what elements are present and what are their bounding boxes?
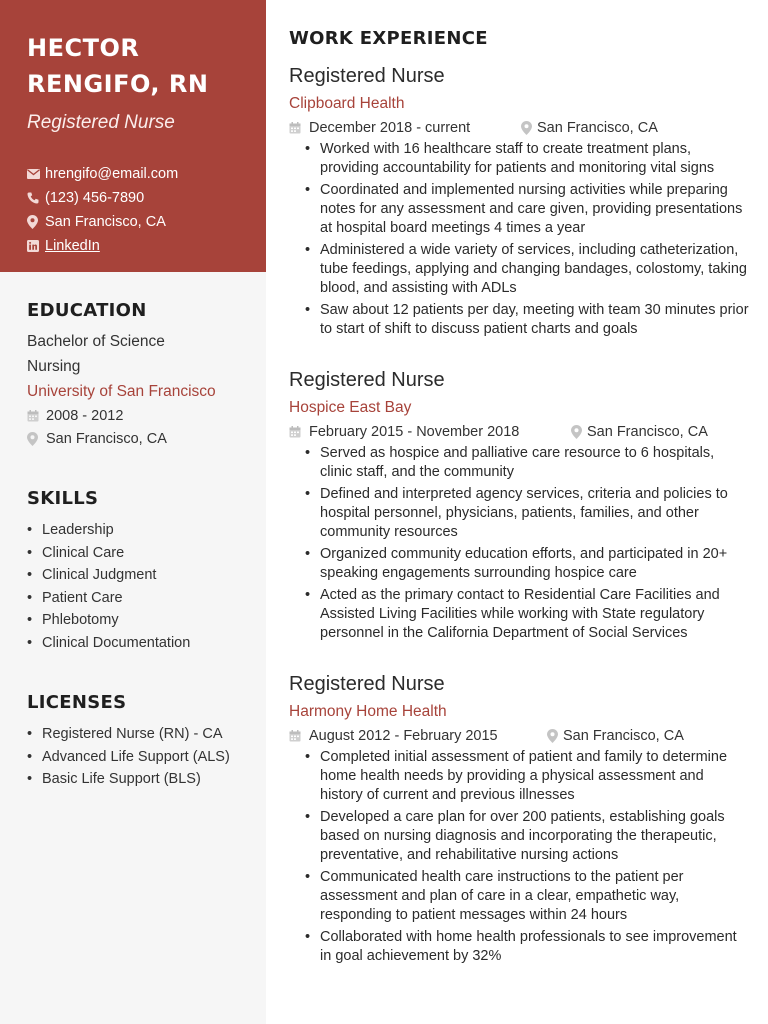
- bullet-item: • Served as hospice and palliative care resource to 6 hospitals, clinic staff, and the community: [320, 444, 749, 482]
- job-location: [571, 424, 708, 440]
- envelope-icon: [27, 169, 45, 179]
- location-text: San Francisco, CA: [45, 214, 166, 230]
- phone-icon: [27, 192, 45, 204]
- calendar-icon: [289, 730, 309, 742]
- job-company: Clipboard Health: [289, 95, 405, 112]
- calendar-icon: [289, 426, 309, 438]
- map-pin-icon: [27, 432, 46, 446]
- education-section: [0, 300, 266, 450]
- job-title: Registered Nurse: [289, 673, 445, 695]
- name-line-2: RENGIFO, RN: [27, 70, 209, 98]
- job-meta: [289, 421, 749, 443]
- linkedin-link[interactable]: LinkedIn: [45, 238, 100, 254]
- job-meta: [289, 725, 749, 747]
- bullet-item: • Developed a care plan for over 200 patients, establishing goals based on nursing diagnosis and incorporating the therapeutic, preventative, and rehabilitative nursing actions: [320, 808, 749, 865]
- map-pin-icon: [571, 425, 587, 439]
- skill-item: • Patient Care: [42, 587, 246, 610]
- job-dates: December 2018 - current: [309, 120, 471, 136]
- contact-location: [27, 210, 246, 234]
- education-location-text: San Francisco, CA: [46, 430, 167, 447]
- calendar-icon: [27, 410, 46, 422]
- education-dates-text: 2008 - 2012: [46, 407, 124, 424]
- skill-item: • Clinical Documentation: [42, 632, 246, 655]
- name-line-1: HECTOR: [27, 34, 140, 62]
- education-location: [27, 427, 246, 450]
- bullet-item: • Coordinated and implemented nursing activities while preparing notes for any assessment and care given, providing presentations at hospital board meetings 4 times a year: [320, 181, 749, 238]
- bullet-item: • Organized community education efforts, and participated in 20+ speaking engagements surrounding hospice care: [320, 545, 749, 583]
- map-pin-icon: [521, 121, 537, 135]
- job-title: Registered Nurse: [289, 65, 445, 87]
- skills-heading: SKILLS: [27, 488, 99, 509]
- job-location-text: San Francisco, CA: [563, 728, 684, 744]
- contact-phone: [27, 186, 246, 210]
- contact-linkedin: [27, 234, 246, 258]
- skills-list: [27, 519, 246, 654]
- work-experience-section: [289, 28, 749, 969]
- linkedin-icon: [27, 240, 45, 252]
- job-title: Registered Nurse: [289, 369, 445, 391]
- bullet-item: • Worked with 16 healthcare staff to create treatment plans, providing accountability for patients and monitoring vital signs: [320, 140, 749, 178]
- skills-section: [0, 488, 266, 654]
- school-name: University of San Francisco: [27, 383, 216, 400]
- header-block: [0, 0, 266, 272]
- license-item: • Registered Nurse (RN) - CA: [42, 723, 246, 746]
- map-pin-icon: [27, 215, 45, 229]
- job-entry: [289, 367, 749, 643]
- license-item: • Advanced Life Support (ALS): [42, 746, 246, 769]
- degree-line-2: Nursing: [27, 358, 81, 375]
- job-dates: February 2015 - November 2018: [309, 424, 520, 440]
- education-dates: [27, 404, 246, 427]
- job-bullets: [289, 140, 749, 339]
- bullet-item: • Communicated health care instructions to the patient per assessment and plan of care in a clear, empathetic way, responding to patient messages within 24 hours: [320, 868, 749, 925]
- job-entry: [289, 63, 749, 339]
- license-item: • Basic Life Support (BLS): [42, 768, 246, 791]
- skill-item: • Phlebotomy: [42, 609, 246, 632]
- job-entry: [289, 671, 749, 966]
- bullet-item: • Acted as the primary contact to Residential Care Facilities and Assisted Living Facilities while working with State regulatory personnel in the California Department of Social Services: [320, 586, 749, 643]
- bullet-item: • Collaborated with home health professionals to see improvement in goal achievement by 32%: [320, 928, 749, 966]
- map-pin-icon: [547, 729, 563, 743]
- licenses-list: [27, 723, 246, 791]
- calendar-icon: [289, 122, 309, 134]
- contact-email: [27, 162, 246, 186]
- bullet-item: • Completed initial assessment of patient and family to determine home health needs by providing a physical assessment and history of current and previous illnesses: [320, 748, 749, 805]
- job-location-text: San Francisco, CA: [537, 120, 658, 136]
- candidate-title: Registered Nurse: [27, 112, 175, 133]
- candidate-name: [27, 30, 246, 102]
- job-location-text: San Francisco, CA: [587, 424, 708, 440]
- job-company: Hospice East Bay: [289, 399, 412, 416]
- job-dates: August 2012 - February 2015: [309, 728, 498, 744]
- job-meta: [289, 117, 749, 139]
- email-text: hrengifo@email.com: [45, 166, 179, 182]
- job-company: Harmony Home Health: [289, 703, 447, 720]
- sidebar: [0, 0, 266, 1024]
- licenses-heading: LICENSES: [27, 692, 127, 713]
- degree-line-1: Bachelor of Science: [27, 333, 165, 350]
- bullet-item: • Administered a wide variety of services, including catheterization, tube feedings, applying and changing bandages, colostomy, taking blood, and assisting with ADLs: [320, 241, 749, 298]
- bullet-item: • Defined and interpreted agency services, criteria and policies to hospital personnel, physicians, patients, families, and other community resources: [320, 485, 749, 542]
- job-location: [547, 728, 684, 744]
- job-location: [521, 120, 658, 136]
- skill-item: • Clinical Care: [42, 542, 246, 565]
- work-experience-heading: WORK EXPERIENCE: [289, 28, 488, 49]
- education-heading: EDUCATION: [27, 300, 147, 321]
- degree: [27, 329, 246, 379]
- phone-text: (123) 456-7890: [45, 190, 145, 206]
- job-bullets: [289, 748, 749, 966]
- skill-item: • Leadership: [42, 519, 246, 542]
- skill-item: • Clinical Judgment: [42, 564, 246, 587]
- job-bullets: [289, 444, 749, 643]
- licenses-section: [0, 692, 266, 791]
- contact-list: [27, 162, 246, 258]
- bullet-item: • Saw about 12 patients per day, meeting with team 30 minutes prior to start of shift to discuss patient charts and goals: [320, 301, 749, 339]
